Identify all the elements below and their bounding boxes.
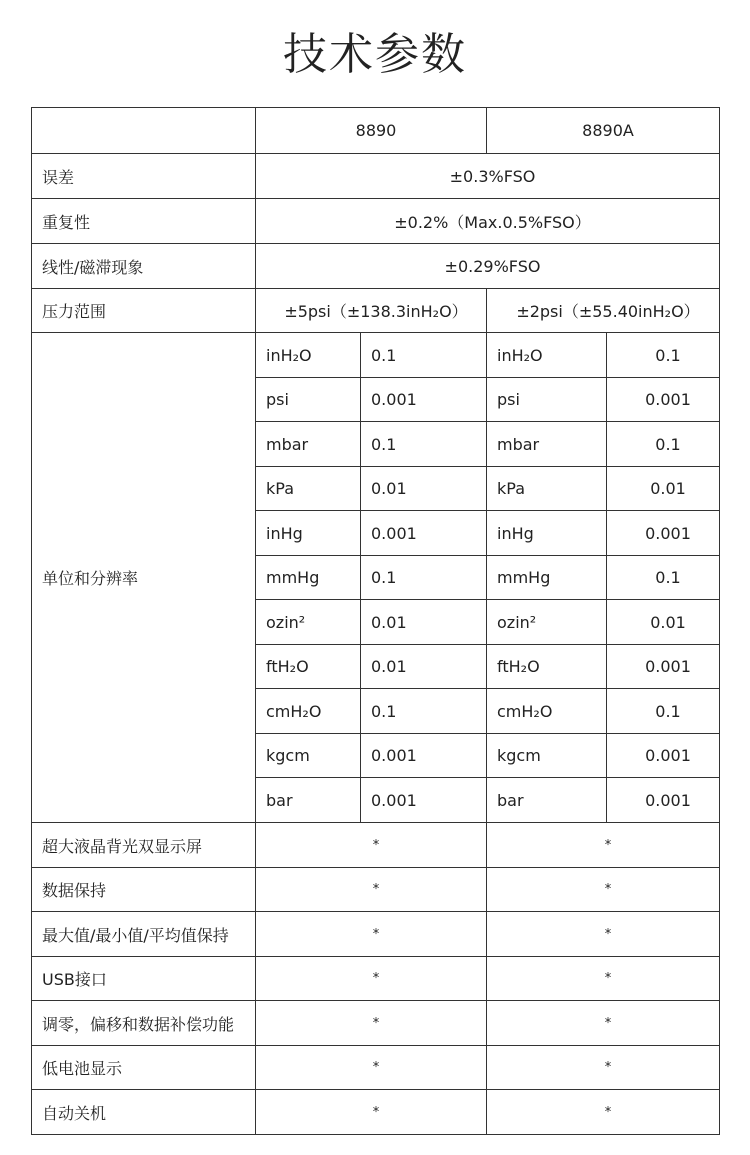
resolution-8890: 0.001: [361, 778, 487, 823]
unit-8890: kgcm: [256, 734, 361, 778]
resolution-8890: 0.1: [361, 689, 487, 734]
feature-mark-8890a: *: [487, 868, 720, 912]
resolution-8890a: 0.1: [607, 556, 720, 600]
row-label: 调零，偏移和数据补偿功能: [32, 1001, 256, 1046]
unit-8890: cmH₂O: [256, 689, 361, 734]
unit-8890a: ozin²: [487, 600, 607, 645]
unit-8890a: mmHg: [487, 556, 607, 600]
resolution-8890a: 0.001: [607, 734, 720, 778]
resolution-8890a: 0.001: [607, 645, 720, 689]
page-title: 技术参数: [283, 29, 467, 80]
unit-8890: mmHg: [256, 556, 361, 600]
unit-8890: bar: [256, 778, 361, 823]
shared-value: ±0.2%（Max.0.5%FSO）: [256, 199, 720, 244]
feature-row: [32, 868, 720, 912]
shared-value: ±0.29%FSO: [256, 244, 720, 289]
row-label: 重复性: [32, 199, 256, 244]
feature-mark-8890: *: [256, 868, 487, 912]
row-label: 线性/磁滞现象: [32, 244, 256, 289]
feature-row: [32, 1046, 720, 1090]
resolution-8890: 0.1: [361, 333, 487, 378]
feature-mark-8890: *: [256, 1001, 487, 1046]
feature-mark-8890a: *: [487, 912, 720, 957]
feature-mark-8890a: *: [487, 957, 720, 1001]
resolution-8890: 0.1: [361, 422, 487, 467]
resolution-8890a: 0.001: [607, 378, 720, 422]
shared-value: ±0.3%FSO: [256, 154, 720, 199]
unit-8890a: ftH₂O: [487, 645, 607, 689]
unit-8890a: kgcm: [487, 734, 607, 778]
resolution-8890a: 0.001: [607, 778, 720, 823]
feature-mark-8890: *: [256, 957, 487, 1001]
feature-mark-8890a: *: [487, 1001, 720, 1046]
unit-8890: mbar: [256, 422, 361, 467]
header-row: [32, 108, 720, 154]
table-row: [32, 199, 720, 244]
unit-8890: ftH₂O: [256, 645, 361, 689]
unit-8890a: kPa: [487, 467, 607, 511]
resolution-8890: 0.01: [361, 600, 487, 645]
row-label: 自动关机: [32, 1090, 256, 1135]
feature-mark-8890a: *: [487, 1046, 720, 1090]
row-label: 最大值/最小值/平均值保持: [32, 912, 256, 957]
row-label: 低电池显示: [32, 1046, 256, 1090]
feature-row: [32, 1001, 720, 1046]
unit-8890a: psi: [487, 378, 607, 422]
unit-8890a: mbar: [487, 422, 607, 467]
resolution-8890a: 0.1: [607, 422, 720, 467]
unit-8890: inHg: [256, 511, 361, 556]
unit-8890: kPa: [256, 467, 361, 511]
feature-mark-8890: *: [256, 1046, 487, 1090]
resolution-8890: 0.001: [361, 734, 487, 778]
feature-mark-8890: *: [256, 823, 487, 868]
resolution-8890: 0.001: [361, 511, 487, 556]
resolution-8890a: 0.01: [607, 467, 720, 511]
table-row: [32, 154, 720, 199]
unit-8890a: inHg: [487, 511, 607, 556]
pressure-range-row: [32, 289, 720, 333]
resolution-8890: 0.1: [361, 556, 487, 600]
row-label: 超大液晶背光双显示屏: [32, 823, 256, 868]
pressure-range-8890: ±5psi（±138.3inH₂O）: [256, 289, 487, 333]
feature-mark-8890a: *: [487, 1090, 720, 1135]
feature-mark-8890a: *: [487, 823, 720, 868]
resolution-8890a: 0.001: [607, 511, 720, 556]
unit-8890a: bar: [487, 778, 607, 823]
feature-mark-8890: *: [256, 912, 487, 957]
pressure-range-8890a: ±2psi（±55.40inH₂O）: [487, 289, 720, 333]
spec-table: [31, 107, 720, 1135]
resolution-8890a: 0.1: [607, 689, 720, 734]
header-model-8890a: 8890A: [487, 108, 720, 154]
table-row: [32, 244, 720, 289]
header-corner: [32, 108, 256, 154]
row-label: 数据保持: [32, 868, 256, 912]
feature-mark-8890: *: [256, 1090, 487, 1135]
feature-row: [32, 912, 720, 957]
resolution-8890a: 0.01: [607, 600, 720, 645]
unit-8890: ozin²: [256, 600, 361, 645]
row-label: 误差: [32, 154, 256, 199]
resolution-8890: 0.01: [361, 467, 487, 511]
feature-row: [32, 823, 720, 868]
feature-row: [32, 1090, 720, 1135]
header-model-8890: 8890: [256, 108, 487, 154]
unit-8890a: inH₂O: [487, 333, 607, 378]
units-label: 单位和分辨率: [32, 333, 256, 823]
resolution-8890: 0.001: [361, 378, 487, 422]
unit-8890: inH₂O: [256, 333, 361, 378]
row-label: 压力范围: [32, 289, 256, 333]
resolution-8890a: 0.1: [607, 333, 720, 378]
feature-row: [32, 957, 720, 1001]
row-label: USB接口: [32, 957, 256, 1001]
unit-8890a: cmH₂O: [487, 689, 607, 734]
unit-8890: psi: [256, 378, 361, 422]
resolution-8890: 0.01: [361, 645, 487, 689]
unit-row: [32, 333, 720, 378]
